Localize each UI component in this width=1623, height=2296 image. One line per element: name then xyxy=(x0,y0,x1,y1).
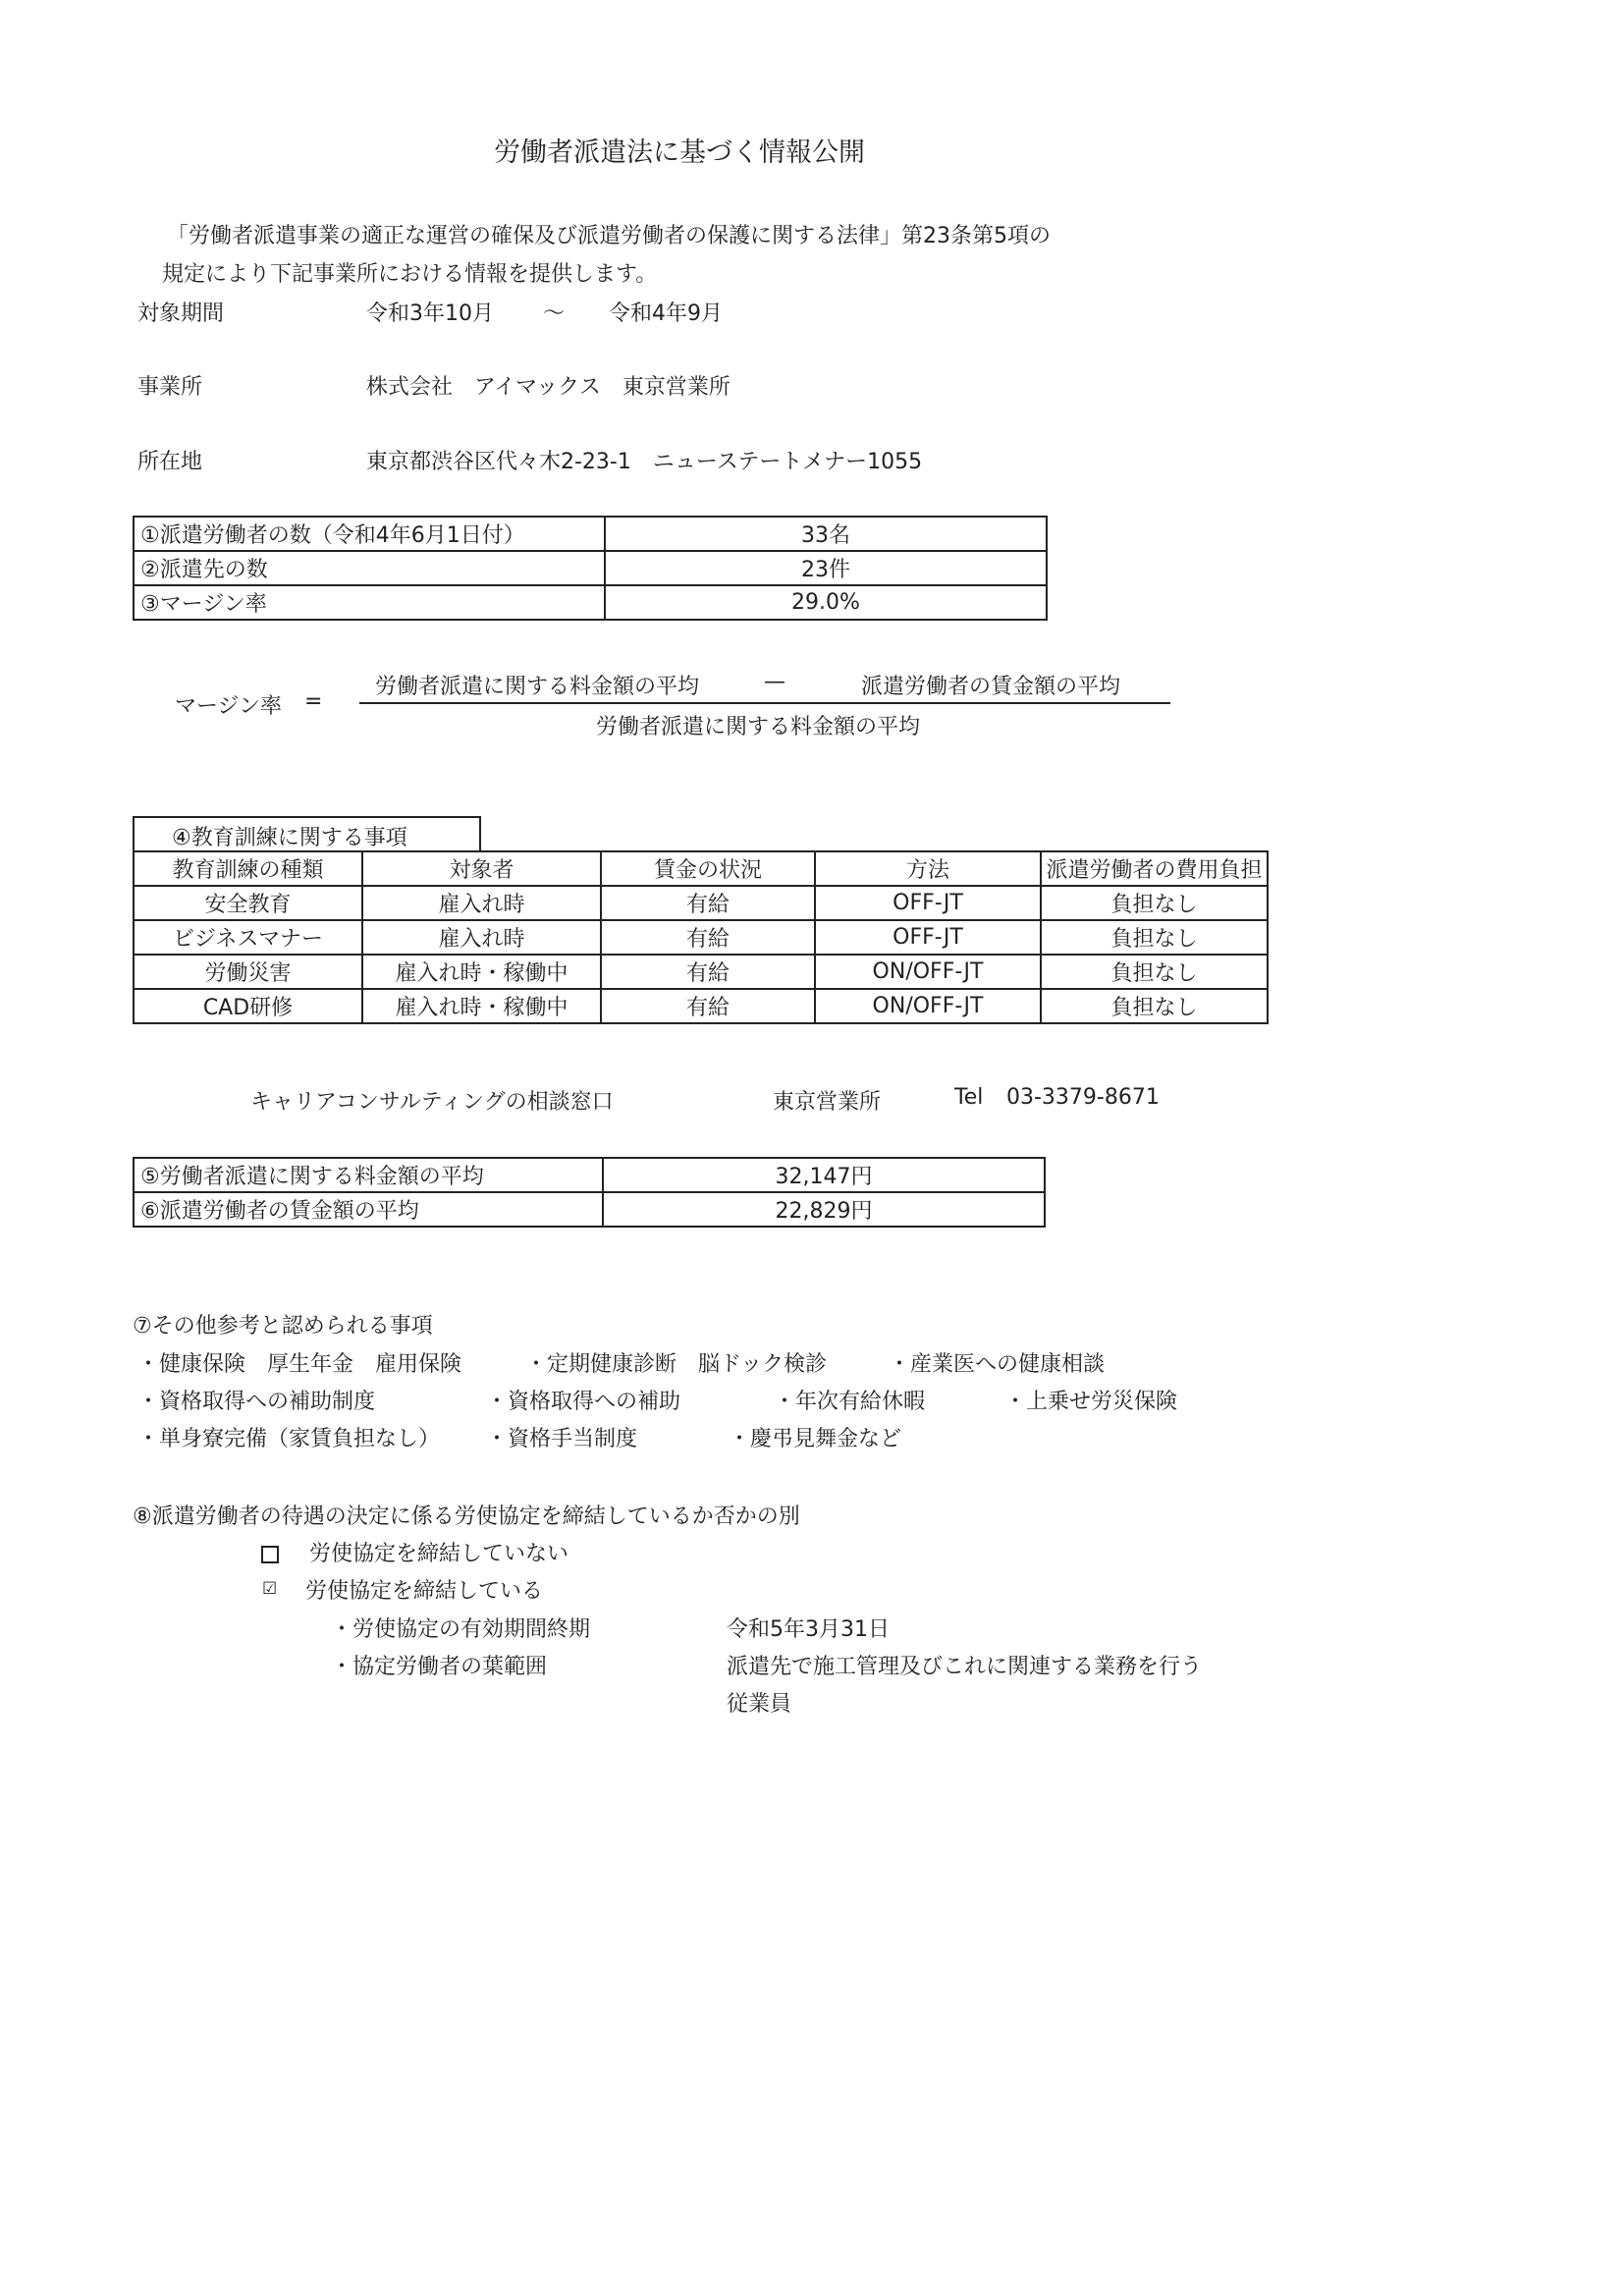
period-to: 令和4年9月 xyxy=(609,301,723,326)
other-item: ・健康保険 厚生年金 雇用保険 xyxy=(137,1352,462,1377)
table-cell: 有給 xyxy=(601,920,815,955)
table-row xyxy=(134,955,1268,989)
period-separator: 〜 xyxy=(543,301,566,326)
table-row xyxy=(134,517,1047,551)
period-from: 令和3年10月 xyxy=(366,301,494,326)
formula-denominator: 労働者派遣に関する料金額の平均 xyxy=(596,715,921,739)
other-item: ・慶弔見舞金など xyxy=(729,1427,902,1451)
table-cell: 雇入れ時・稼働中 xyxy=(362,989,601,1023)
career-label: キャリアコンサルティングの相談窓口 xyxy=(250,1090,614,1115)
office-value: 株式会社 アイマックス 東京営業所 xyxy=(366,375,730,400)
agreement-scope-value-cont: 従業員 xyxy=(727,1692,792,1717)
period-label: 対象期間 xyxy=(137,301,225,326)
other-item: ・資格手当制度 xyxy=(486,1427,638,1451)
table-cell: OFF-JT xyxy=(815,886,1041,920)
agreement-scope-value: 派遣先で施工管理及びこれに関連する業務を行う xyxy=(727,1655,1203,1679)
option-label: 労使協定を締結している xyxy=(305,1579,544,1604)
formula-numerator-b: 派遣労働者の賃金額の平均 xyxy=(861,675,1121,699)
column-header: 教育訓練の種類 xyxy=(134,851,362,886)
stats-value: 29.0% xyxy=(605,585,1047,620)
table-row xyxy=(134,551,1047,585)
table-cell: OFF-JT xyxy=(815,920,1041,955)
other-item: ・資格取得への補助制度 xyxy=(137,1390,376,1414)
formula-numerator-a: 労働者派遣に関する料金額の平均 xyxy=(375,675,700,699)
table-cell: 有給 xyxy=(601,955,815,989)
formula-minus: — xyxy=(764,670,785,694)
other-item: ・定期健康診断 脳ドック検診 xyxy=(525,1352,828,1377)
other-title: ⑦その他参考と認められる事項 xyxy=(133,1314,433,1339)
table-cell: 負担なし xyxy=(1041,989,1268,1023)
address-label: 所在地 xyxy=(137,450,203,474)
training-table xyxy=(133,850,1269,1024)
address-value: 東京都渋谷区代々木2-23-1 ニューステートメナー1055 xyxy=(366,450,923,474)
table-cell: 労働災害 xyxy=(134,955,362,989)
table-header-row xyxy=(134,851,1268,886)
table-row xyxy=(134,585,1047,620)
stats-label: ②派遣先の数 xyxy=(134,551,605,585)
table-row xyxy=(134,920,1268,955)
agreement-term-value: 令和5年3月31日 xyxy=(727,1617,890,1642)
table-cell: ON/OFF-JT xyxy=(815,989,1041,1023)
office-label: 事業所 xyxy=(137,375,203,400)
other-item: ・資格取得への補助 xyxy=(486,1390,681,1414)
agreement-term-label: ・労使協定の有効期間終期 xyxy=(331,1617,591,1642)
average-value: 32,147円 xyxy=(603,1158,1045,1192)
table-row xyxy=(134,1192,1045,1227)
training-title-box xyxy=(133,816,481,852)
column-header: 対象者 xyxy=(362,851,601,886)
column-header: 方法 xyxy=(815,851,1041,886)
stats-label: ③マージン率 xyxy=(134,585,605,620)
page-title: 労働者派遣法に基づく情報公開 xyxy=(494,137,865,168)
stats-label: ①派遣労働者の数（令和4年6月1日付） xyxy=(134,517,605,551)
column-header: 賃金の状況 xyxy=(601,851,815,886)
stats-value: 33名 xyxy=(605,517,1047,551)
career-office: 東京営業所 xyxy=(773,1090,882,1115)
table-cell: 雇入れ時 xyxy=(362,886,601,920)
other-item: ・年次有給休暇 xyxy=(774,1390,926,1414)
table-cell: 負担なし xyxy=(1041,886,1268,920)
table-cell: ビジネスマナー xyxy=(134,920,362,955)
average-label: ⑥派遣労働者の賃金額の平均 xyxy=(134,1192,603,1227)
option-not-concluded xyxy=(261,1537,568,1567)
fraction-bar xyxy=(359,702,1170,704)
averages-table xyxy=(133,1157,1046,1228)
table-cell: 負担なし xyxy=(1041,920,1268,955)
checkbox-empty-icon xyxy=(261,1546,279,1563)
column-header: 派遣労働者の費用負担 xyxy=(1041,851,1268,886)
table-cell: 雇入れ時 xyxy=(362,920,601,955)
option-concluded xyxy=(261,1574,543,1605)
agreement-title: ⑧派遣労働者の待遇の決定に係る労使協定を締結しているか否かの別 xyxy=(133,1504,800,1529)
table-cell: 雇入れ時・稼働中 xyxy=(362,955,601,989)
career-tel: 03-3379-8671 xyxy=(1006,1085,1160,1110)
table-cell: 有給 xyxy=(601,989,815,1023)
intro-line-1: 「労働者派遣事業の適正な運営の確保及び派遣労働者の保護に関する法律」第23条第5項の xyxy=(167,224,1051,248)
training-title: ④教育訓練に関する事項 xyxy=(172,826,407,850)
average-label: ⑤労働者派遣に関する料金額の平均 xyxy=(134,1158,603,1192)
option-label: 労使協定を締結していない xyxy=(309,1542,569,1566)
checkbox-checked-icon: ☑ xyxy=(262,1579,278,1599)
intro-line-2: 規定により下記事業所における情報を提供します。 xyxy=(162,262,658,287)
table-cell: ON/OFF-JT xyxy=(815,955,1041,989)
table-row xyxy=(134,989,1268,1023)
table-cell: 安全教育 xyxy=(134,886,362,920)
stats-table xyxy=(133,516,1048,621)
average-value: 22,829円 xyxy=(603,1192,1045,1227)
table-row xyxy=(134,1158,1045,1192)
table-row xyxy=(134,886,1268,920)
table-cell: 有給 xyxy=(601,886,815,920)
other-item: ・上乗せ労災保険 xyxy=(1004,1390,1178,1414)
table-cell: 負担なし xyxy=(1041,955,1268,989)
table-cell: CAD研修 xyxy=(134,989,362,1023)
other-item: ・産業医への健康相談 xyxy=(889,1352,1106,1377)
stats-value: 23件 xyxy=(605,551,1047,585)
agreement-scope-label: ・協定労働者の葉範囲 xyxy=(331,1655,548,1679)
other-item: ・単身寮完備（家賃負担なし） xyxy=(137,1427,441,1451)
formula-equals: = xyxy=(304,689,323,714)
formula-lhs: マージン率 xyxy=(175,694,283,719)
career-tel-label: Tel xyxy=(954,1085,984,1110)
